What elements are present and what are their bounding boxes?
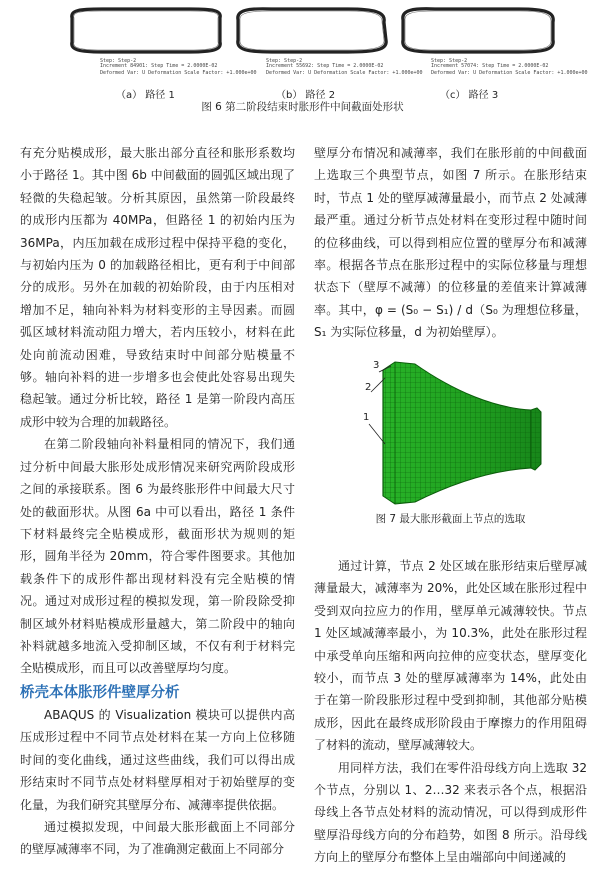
figure-6b-panel <box>228 6 423 86</box>
step-info-line2: Increment 84901: Step Time = 2.0000E-02 <box>100 63 218 69</box>
step-info-line1: Step: Step-2 <box>100 58 137 64</box>
step-info-line3: Deformed Var: U Deformation Scale Factor: +1.000e+00 <box>431 70 588 76</box>
fe-mesh-image <box>355 352 555 512</box>
figure-6-caption: 图 6 第二阶段结束时胀形件中间截面处形状 <box>201 101 404 113</box>
left-column <box>20 142 295 680</box>
paragraph: 通过计算，节点 2 处区域在胀形结束后壁厚减薄量最大，减薄率为 20%，此处区域在胀形过程中受到双向拉应力的作用，壁厚单元减薄较快。节点 1 处区域减薄率最小，为 10.3%，此处在胀形过程中承受单向压缩和两向拉伸的应变状态，壁厚变化较小，而节点 3 处的壁厚减薄率为 14%，此处由于在第一阶段胀形过程中受到抑制，其他部分贴模成形，因此在最终成形阶段由于摩擦力的作用阻碍了材料的流动，壁厚减薄较大。 <box>314 559 587 753</box>
paragraph: 通过模拟发现，中间最大胀形截面上不同部分的壁厚减薄率不同，为了准确测定截面上不同部分 <box>20 820 295 857</box>
step-info-line1: Step: Step-2 <box>266 58 303 64</box>
section-title: 桥壳本体胀形件壁厚分析 <box>20 685 180 701</box>
figure-7-caption: 图 7 最大胀形截面上节点的选取 <box>375 513 526 525</box>
node-label-1: 1 <box>363 412 370 423</box>
step-info-line3: Deformed Var: U Deformation Scale Factor: +1.000e+00 <box>100 70 257 76</box>
right-column-lower <box>314 555 587 869</box>
paragraph: 壁厚分布情况和减薄率，我们在胀形前的中间截面上选取三个典型节点，如图 7 所示。在胀形结束时，节点 1 处的壁厚减薄量最小，而节点 2 处减薄最严重。通过分析节点处材料在变形过程中随时间的位移曲线，可以得到相应位置的壁厚分布和减薄率。根据各节点在胀形过程中的实际位移量与理想状态下（壁厚不减薄）的位移量的差值来计算减薄率。其中，φ = (S₀ − S₁) / d（S₀ 为理想位移量，S₁ 为实际位移量，d 为初始壁厚）。 <box>314 146 587 340</box>
figure-6b-caption: （b） 路径 2 <box>276 90 336 101</box>
paragraph: 在第二阶段轴向补料量相同的情况下，我们通过分析中间最大胀形处成形情况来研究两阶段成形之间的承接联系。图 6 为最终胀形件中间最大尺寸处的截面形状。从图 6a 中可以看出，路径 1 条件下材料最终完全贴模成形，截面形状为规则的矩形，圆角半径为 20mm，符合零件图要求。其他加载条件下的成形件都出现材料没有完全贴模的情况。通过对成形过程的模拟发现，第一阶段除受抑制区域外材料贴模成形量越大，第二阶段中的轴向补料就越多地流入受抑制区域，不仅有利于材料完全贴模成形，而且可以改善壁厚均匀度。 <box>20 437 295 676</box>
step-info-line1: Step: Step-2 <box>431 58 468 64</box>
figure-6c-panel <box>395 6 588 86</box>
figure-7 <box>355 352 555 512</box>
node-label-2: 2 <box>365 382 372 393</box>
figure-6a-caption: （a） 路径 1 <box>116 90 175 101</box>
step-info-line2: Increment 57074: Step Time = 2.0000E-02 <box>431 63 549 69</box>
paragraph: ABAQUS 的 Visualization 模块可以提供内高压成形过程中不同节点处材料在某一方向上位移随时间的变化曲线，通过这些曲线，我们可以得出成形结束时不同节点处材料壁厚相对于初始壁厚的变化量，为我们研究其壁厚分布、减薄率提供依据。 <box>20 708 295 812</box>
node-label-3: 3 <box>373 360 380 371</box>
figure-6c-caption: （c） 路径 3 <box>440 90 499 101</box>
step-info-line2: Increment 55692: Step Time = 2.0000E-02 <box>266 63 384 69</box>
figure-6 <box>0 0 605 122</box>
left-column-lower <box>20 704 295 861</box>
paragraph: 用同样方法，我们在零件沿母线方向上选取 32 个节点，分别以 1、2…32 来表示各个点，根据沿母线上各节点处材料的流动情况，可以得到成形件壁厚沿母线方向的分布趋势，如图 8 所示。沿母线方向上的壁厚分布整体上呈由端部向中间递减的 <box>314 760 587 865</box>
right-column <box>314 142 587 344</box>
paragraph: 有充分贴模成形，最大胀出部分直径和胀形系数均小于路径 1。其中图 6b 中间截面的圆弧区域出现了轻微的失稳起皱。分析其原因，虽然第一阶段最终的成形内压都为 40MPa，但路径 1 的初始内压为 36MPa，内压加载在成形过程中保持平稳的变化，与初始内压为 0 的加载路径相比，更有利于中间部分的成形。另外在加载的初始阶段，由于内压相对增加不足，轴向补料为材料变形的主导因素。而圆弧区域材料流动阻力增大，若内压较小，材料在此处向前流动困难，导致结束时中间部分贴模量不够。轴向补料的进一步增多也会使此处容易出现失稳起皱。通过分析比较，路径 1 是第一阶段内高压成形中较为合理的加载路径。 <box>20 146 295 429</box>
step-info-line3: Deformed Var: U Deformation Scale Factor: +1.000e+00 <box>266 70 423 76</box>
figure-6a-panel <box>62 6 257 86</box>
